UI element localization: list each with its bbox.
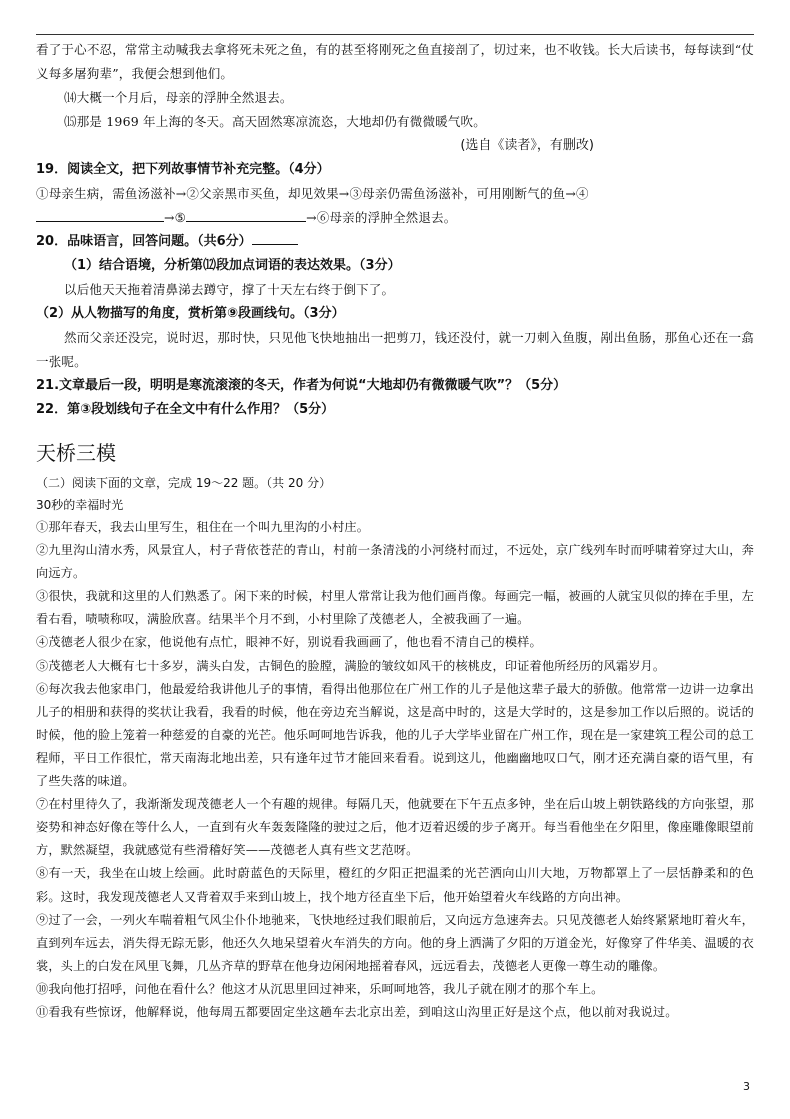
section-heading: 天桥三模 xyxy=(36,441,116,465)
paragraph-14: ⒁大概一个月后，母亲的浮肿全然退去。 xyxy=(64,90,293,105)
question-21: 21.文章最后一段，明明是寒流滚滚的冬天，作者为何说“大地却仍有微微暖气吹”？（5分） xyxy=(36,378,567,393)
article-paragraph-5: ⑤茂德老人大概有七十多岁，满头白发，古铜色的脸膛，满脸的皱纹如风干的核桃皮，印证着他所经历的风霜岁月。 xyxy=(36,658,666,673)
page-number: 3 xyxy=(743,1080,750,1093)
article-paragraph-10: ⑩我向他打招呼，问他在看什么？他这才从沉思里回过神来，乐呵呵地答，我儿子就在刚才的那个车上。 xyxy=(36,981,604,996)
top-rule xyxy=(36,34,754,35)
question-20-title xyxy=(36,230,754,254)
question-20-2-text: 然而父亲还没完，说时迟，那时快，只见他飞快地抽出一把剪刀，钱还没付，就一刀刺入鱼腹，剐出鱼肠，那鱼心还在一翕一张呢。 xyxy=(36,330,754,369)
question-19-title: 19．阅读全文，把下列故事情节补充完整。（4分） xyxy=(36,162,330,177)
answer-blank-4[interactable] xyxy=(36,207,164,222)
question-22: 22．第③段划线句子在全文中有什么作用？（5分） xyxy=(36,402,335,417)
source-citation: (选自《读者》，有删改) xyxy=(460,138,594,153)
article-paragraph-1: ①那年春天，我去山里写生，租住在一个叫九里沟的小村庄。 xyxy=(36,520,370,534)
article-paragraph-6: ⑥每次我去他家串门，他最爱给我讲他儿子的事情，看得出他那位在广州工作的儿子是他这辈子最大的骄傲。他常常一边讲一边拿出儿子的相册和获得的奖状让我看，我看的时候，他在旁边充当解说，这是高中时的，这是大学时的，这是参加工作以后照的。说话的时候，他的脸上笼着一种慈爱的自豪的光芒。他乐呵呵地告诉我，他的儿子大学毕业留在广州工作，现在是一家建筑工程公司的总工程师，平日工作很忙，常天南海北地出差，只有逢年过节才能回来看看。说到这儿，他幽幽地叹口气，刚才还充满自豪的语气里，有了些失落的味道。 xyxy=(36,681,754,789)
arrow-5-label: →⑤ xyxy=(164,210,187,225)
section-intro: （二）阅读下面的文章，完成 19～22 题。（共 20 分） xyxy=(36,476,332,490)
article-paragraph-4: ④茂德老人很少在家，他说他有点忙，眼神不好，别说看我画画了，他也看不清自己的模样。 xyxy=(36,635,542,650)
article-paragraph-7: ⑦在村里待久了，我渐渐发现茂德老人一个有趣的规律。每隔几天，他就要在下午五点多钟，坐在后山坡上朝铁路线的方向张望，那姿势和神态好像在等什么人，一直到有火车轰轰隆隆的驶过之后，他才迈着迟缓的步子离开。每当看他坐在夕阳里，像座雕像眼望前方，默然凝望，我就感觉有些滑稽好笑——茂德老人真有些文艺范呀。 xyxy=(36,797,754,858)
article-paragraph-9: ⑨过了一会，一列火车喘着粗气风尘仆仆地驰来，飞快地经过我们眼前后，又向远方急速奔去。只见茂德老人始终紧紧地盯着火车，直到列车远去，消失得无踪无影，他还久久地呆望着火车消失的方向。他的身上洒满了夕阳的万道金光，好像穿了件华美、温暖的衣裳，头上的白发在风里飞舞，几丛齐草的野草在他身边闲闲地摇着春风，远远看去，茂德老人更像一尊生动的雕像。 xyxy=(36,912,754,973)
answer-blank-20[interactable] xyxy=(252,230,298,245)
article-title: 30秒的幸福时光 xyxy=(36,498,124,512)
article-paragraph-8: ⑧有一天，我坐在山坡上绘画。此时蔚蓝色的天际里，橙红的夕阳正把温柔的光芒洒向山川大地，万物都罩上了一层恬静柔和的色彩。这时，我发现茂德老人又背着双手来到山坡上，找个地方径直坐下后，他开始望着火车线路的方向出神。 xyxy=(36,866,754,904)
question-19-line1: ①母亲生病，需鱼汤滋补→②父亲黑市买鱼，却见效果→③母亲仍需鱼汤滋补，可用刚断气的鱼→④ xyxy=(36,186,589,201)
document-page xyxy=(36,38,754,1024)
article-paragraph-3: ③很快，我就和这里的人们熟悉了。闲下来的时候，村里人常常让我为他们画肖像。每画完一幅，被画的人就宝贝似的捧在手里，左看右看，啧啧称叹，满脸欣喜。结果半个月不到，小村里除了茂德老人，全被我画了一遍。 xyxy=(36,589,754,627)
article-paragraph-11: ⑪看我有些惊讶，他解释说，他每周五都要固定坐这趟车去北京出差，到咱这山沟里正好是这个点，他以前对我说过。 xyxy=(36,1004,678,1019)
question-19-line2 xyxy=(36,206,754,230)
paragraph-15: ⒂那是 1969 年上海的冬天。高天固然寒凉流恣，大地却仍有微微暖气吹。 xyxy=(64,114,486,129)
article-paragraph-2: ②九里沟山清水秀，风景宜人，村子背依苍茫的青山，村前一条清浅的小河绕村而过，不远处，京广线列车时而呼啸着穿过大山，奔向远方。 xyxy=(36,543,754,581)
answer-blank-5[interactable] xyxy=(186,207,306,222)
question-20-text: 20．品味语言，回答问题。（共6分） xyxy=(36,234,252,249)
question-20-1-text: 以后他天天拖着清鼻涕去蹲守，撑了十天左右终于倒下了。 xyxy=(64,282,395,297)
paragraph-continued: 看了于心不忍，常常主动喊我去拿将死未死之鱼，有的甚至将刚死之鱼直接剖了，切过来，也不收钱。长大后读书，每每读到“仗义每多屠狗辈”，我便会想到他们。 xyxy=(36,42,754,81)
question-20-1: （1）结合语境，分析第⑿段加点词语的表达效果。（3分） xyxy=(64,258,401,273)
arrow-6-label: →⑥母亲的浮肿全然退去。 xyxy=(306,210,457,225)
question-20-2: （2）从人物描写的角度，赏析第⑨段画线句。（3分） xyxy=(36,306,345,321)
